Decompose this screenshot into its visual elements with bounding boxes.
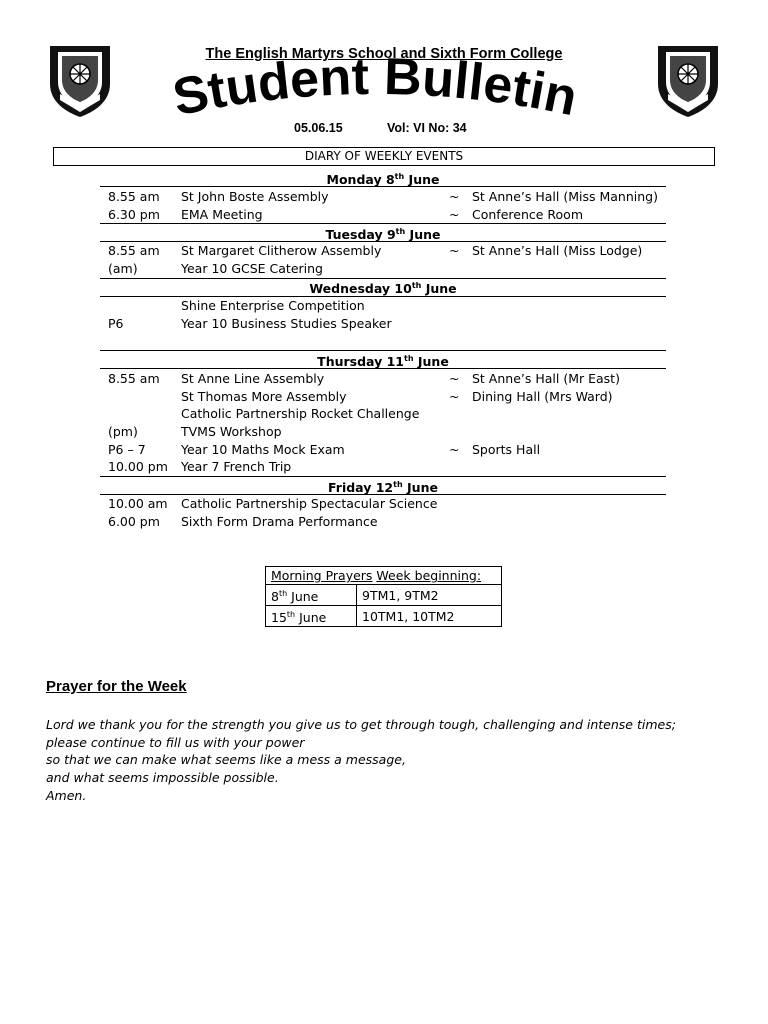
day-heading-tuesday: Tuesday 9th June [325,227,441,243]
divider [100,186,666,187]
divider [100,241,666,242]
prayer-line: Lord we thank you for the strength you give us to get through tough, challenging and intense times; [46,717,676,732]
svg-text:Student Bulletin: Student Bulletin [168,56,582,128]
prayer-line: please continue to fill us with your power [46,735,305,750]
prayer-line: so that we can make what seems like a mess a message, [46,752,406,767]
morning-prayers-table [265,566,502,627]
day-heading-wednesday: Wednesday 10th June [309,281,457,297]
day-heading-thursday: Thursday 11th June [317,354,449,370]
day-heading-monday: Monday 8th June [326,172,440,188]
table-row: 15th June 10TM1, 10TM2 [266,606,502,627]
table-row [266,567,502,585]
divider [100,368,666,369]
prayer-line: Amen. [46,788,87,803]
divider [100,296,666,297]
issue-date: 05.06.15 [294,121,343,135]
school-name: The English Martyrs School and Sixth Form College [205,46,563,62]
prayer-line: and what seems impossible possible. [46,770,279,785]
bulletin-title [140,56,610,146]
divider [100,494,666,495]
diary-title: DIARY OF WEEKLY EVENTS [53,147,715,166]
day-heading-friday: Friday 12th June [328,480,438,496]
prayer-heading: Prayer for the Week [46,678,187,695]
issue-volume: Vol: VI No: 34 [387,121,467,135]
table-row: 8th June 9TM1, 9TM2 [266,585,502,606]
morning-prayers-header: Morning Prayers Week beginning: [266,567,502,585]
